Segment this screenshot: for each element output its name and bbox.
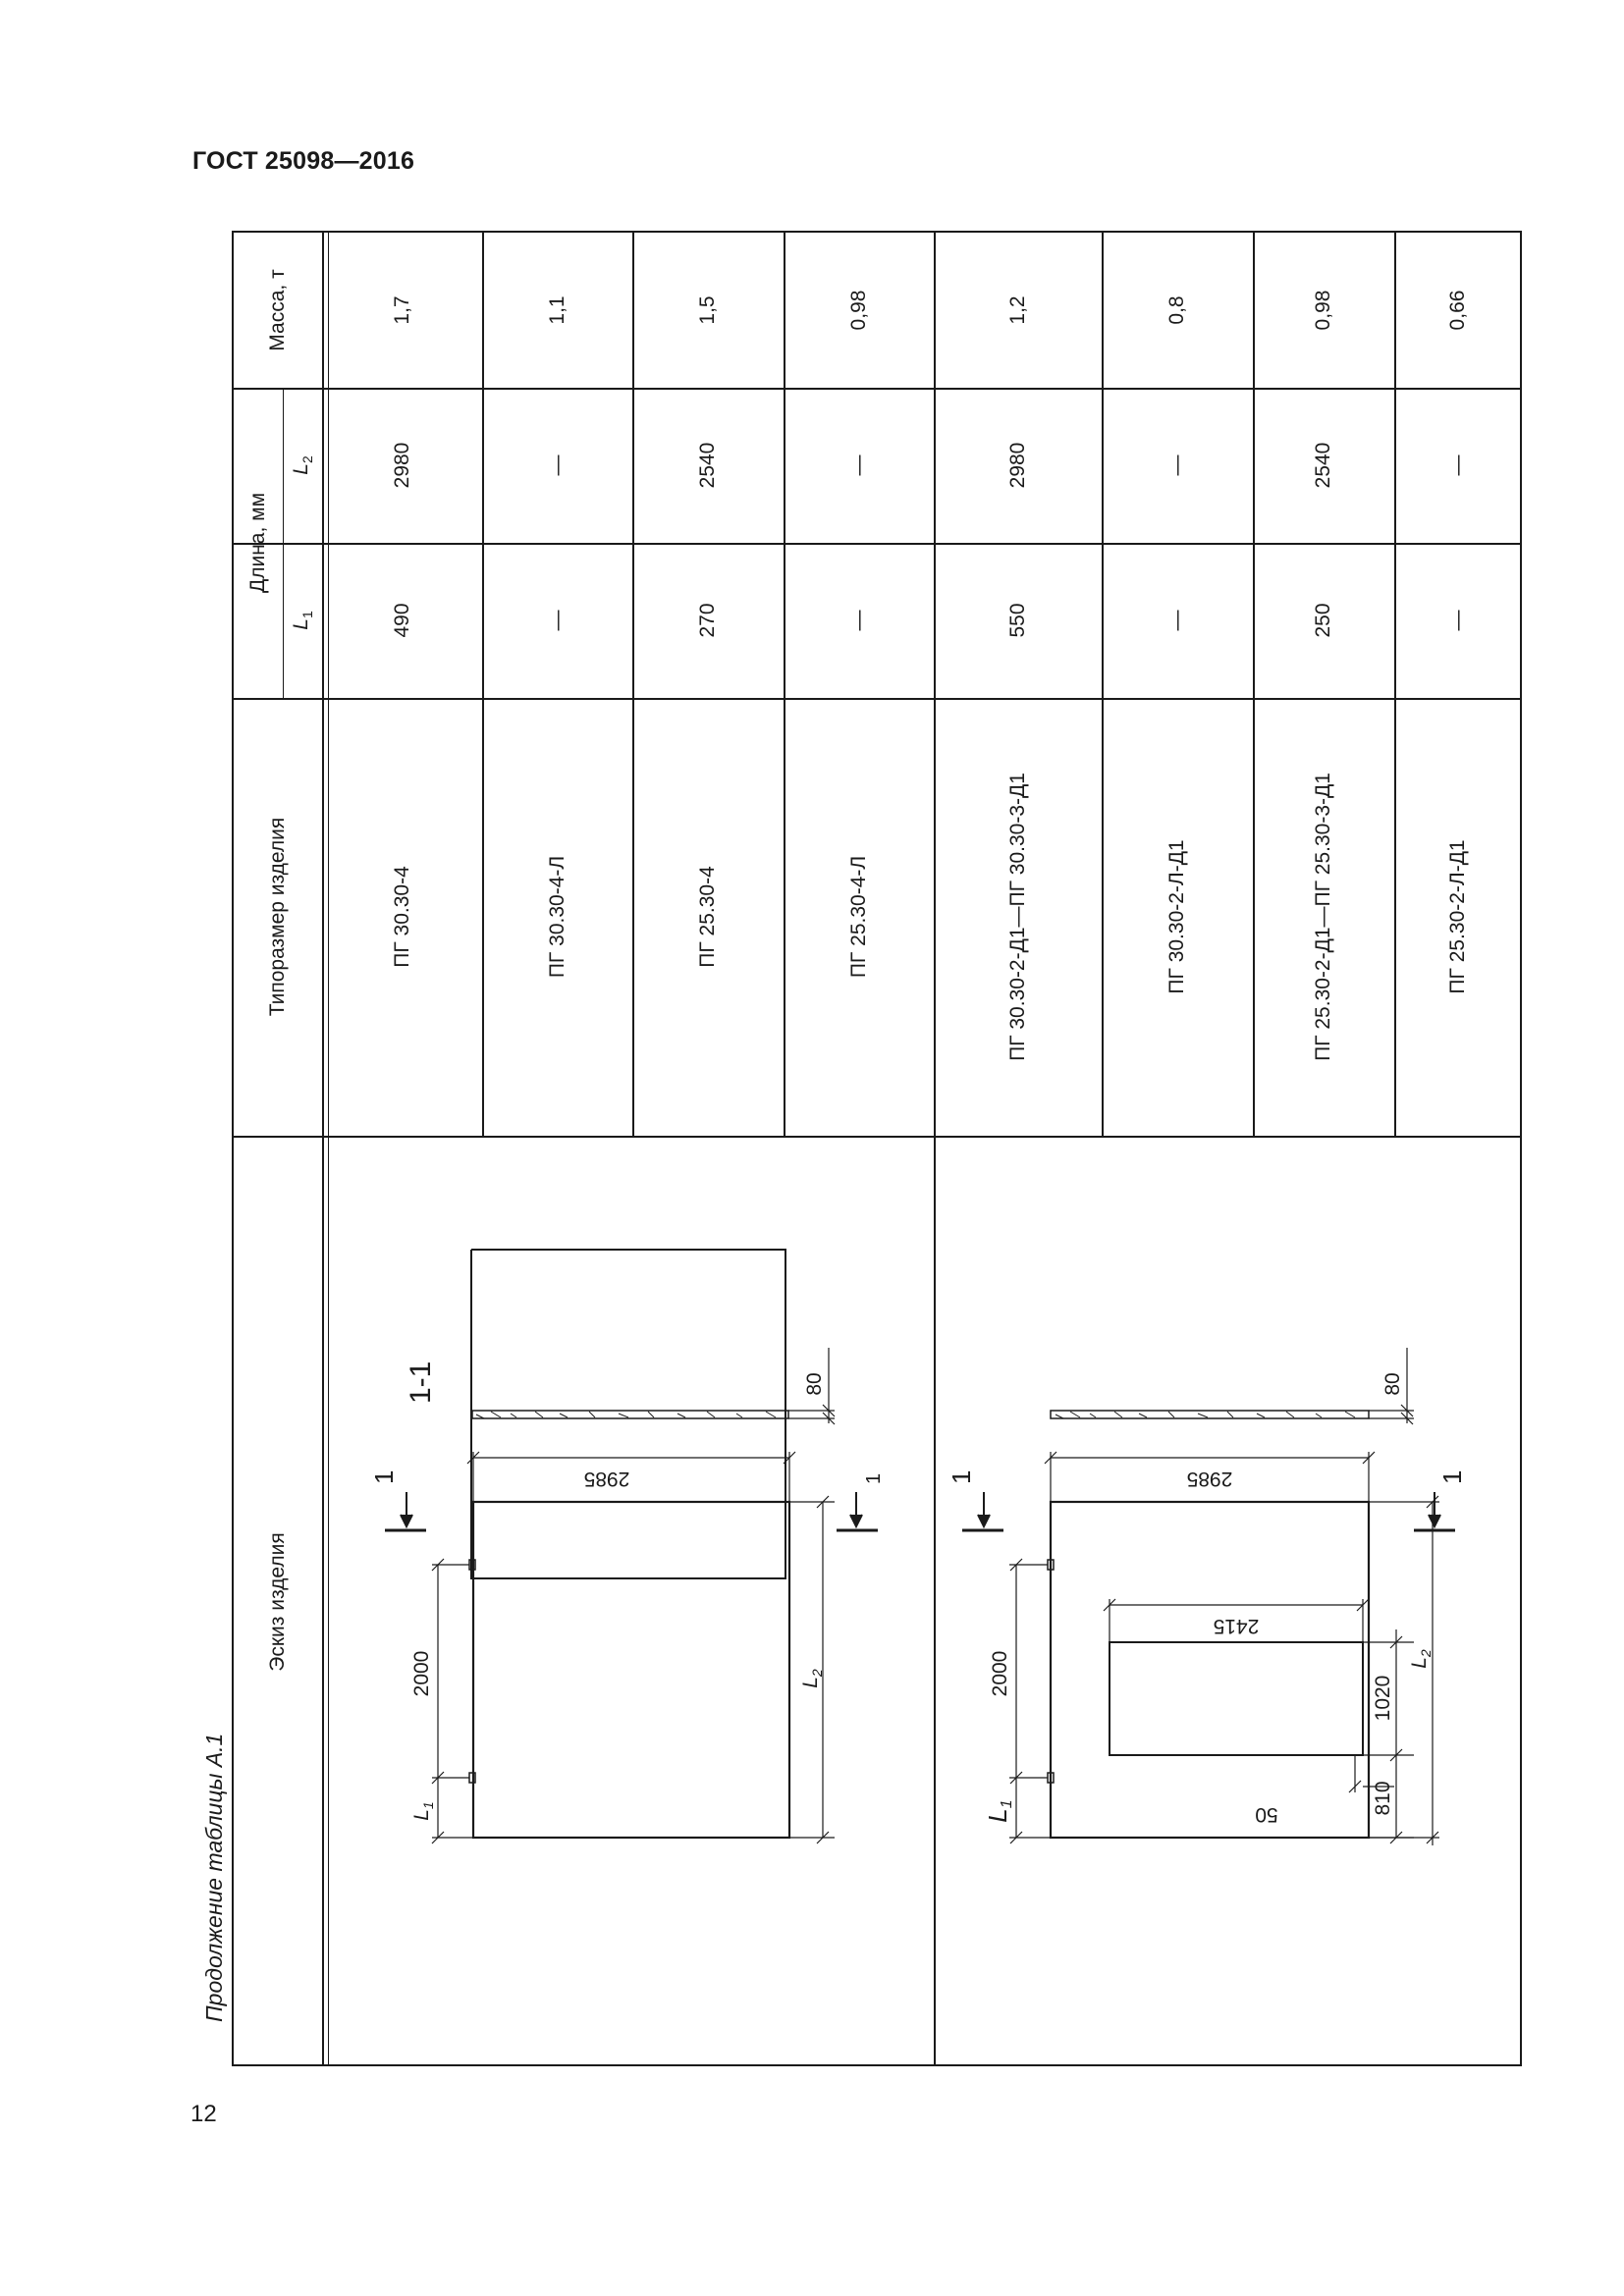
table-cell-type: ПГ 30.30-4-Л xyxy=(545,855,568,979)
table-cell-l2: 2540 xyxy=(696,442,719,489)
sketch-2-dim-2000: 2000 xyxy=(989,1650,1011,1697)
sketch-2-cut-mark-left: 1 xyxy=(947,1469,976,1484)
table-cell-type: ПГ 25.30-4 xyxy=(696,866,719,968)
table-cell-l1: 270 xyxy=(696,603,719,638)
sketch-1-dim-width: 2985 xyxy=(583,1468,630,1490)
sketch-2-cut-mark-right: 1 xyxy=(1437,1469,1467,1484)
sketch-2-dim-1020: 1020 xyxy=(1372,1675,1394,1722)
table-cell-l2: — xyxy=(1446,454,1469,476)
sketch-1-cut-mark-left: 1 xyxy=(369,1469,399,1484)
sketch-2-door-opening xyxy=(1110,1642,1363,1755)
table-cell-l2: 2980 xyxy=(390,442,413,489)
table-cell-l1: — xyxy=(545,610,568,631)
sketch-1-l1: $L_1$ xyxy=(410,1801,436,1821)
table-cell-mass: 0,8 xyxy=(1165,295,1188,325)
table-cell-l1: 250 xyxy=(1312,603,1334,638)
table-cell-l1: — xyxy=(1446,610,1469,631)
sketch-2-l1: L1 xyxy=(983,1799,1015,1823)
header-sketch: Эскиз изделия xyxy=(266,1532,289,1672)
sketch-1-section-label: 1-1 xyxy=(405,1361,437,1404)
sketch-2-dim-810: 810 xyxy=(1372,1781,1394,1816)
table-cell-mass: 1,7 xyxy=(390,295,413,325)
table-cell-mass: 1,1 xyxy=(545,295,568,325)
sketch-2-panel xyxy=(1051,1502,1369,1838)
table-cell-l2: 2980 xyxy=(1005,442,1029,489)
table-cell-type: ПГ 30.30-2-Л-Д1 xyxy=(1165,839,1188,994)
table-cell-l1: 490 xyxy=(390,603,413,638)
sketch-2-dim-opening: 2415 xyxy=(1213,1615,1260,1637)
table-cell-type: ПГ 25.30-2-Д1—ПГ 25.30-3-Д1 xyxy=(1312,773,1334,1061)
table-cell-mass: 1,2 xyxy=(1005,295,1029,325)
table-cell-l2: — xyxy=(1165,454,1188,476)
document-header: ГОСТ 25098—2016 xyxy=(192,147,415,175)
page-number: 12 xyxy=(190,2101,217,2127)
table-cell-type: ПГ 30.30-4 xyxy=(390,866,413,968)
table-cell-mass: 1,5 xyxy=(696,295,719,325)
table-cell-mass: 0,98 xyxy=(1312,290,1334,331)
table-cell-type: ПГ 25.30-4-Л xyxy=(846,855,870,979)
header-l1: $L_1$ xyxy=(289,611,316,630)
table-cell-l2: — xyxy=(846,454,870,476)
header-l2: $L_2$ xyxy=(289,455,316,475)
sketch-1-cut-mark-right: 1 xyxy=(863,1472,885,1484)
sketch-2-l2: $L_2$ xyxy=(1408,1649,1434,1669)
header-length: Длина, мм xyxy=(246,492,269,594)
sketch-1-dim-thickness: 80 xyxy=(803,1372,826,1396)
sketch-1-l2: $L_2$ xyxy=(799,1669,825,1688)
sketch-2-dim-thickness: 80 xyxy=(1381,1372,1404,1396)
table-cell-mass: 0,98 xyxy=(846,290,870,331)
sketch-2-dim-50: 50 xyxy=(1255,1803,1278,1826)
table-cell-l1: 550 xyxy=(1005,603,1029,638)
table-cell-type: ПГ 25.30-2-Л-Д1 xyxy=(1446,839,1469,994)
header-mass: Масса, т xyxy=(266,269,289,351)
table-cell-type: ПГ 30.30-2-Д1—ПГ 30.30-3-Д1 xyxy=(1005,773,1029,1061)
table-cell-mass: 0,66 xyxy=(1446,290,1469,331)
table-cell-l1: — xyxy=(846,610,870,631)
sketch-1-section-strip xyxy=(472,1411,788,1418)
table-cell-l1: — xyxy=(1165,610,1188,631)
sketch-1-panel xyxy=(473,1502,789,1838)
sketch-2-dim-width: 2985 xyxy=(1186,1468,1233,1490)
table-caption: Продолжение таблицы А.1 xyxy=(201,1733,227,2022)
header-type-size: Типоразмер изделия xyxy=(266,817,289,1017)
sketch-1-dim-2000: 2000 xyxy=(410,1650,433,1697)
table-cell-l2: 2540 xyxy=(1312,442,1334,489)
table-cell-l2: — xyxy=(545,454,568,476)
